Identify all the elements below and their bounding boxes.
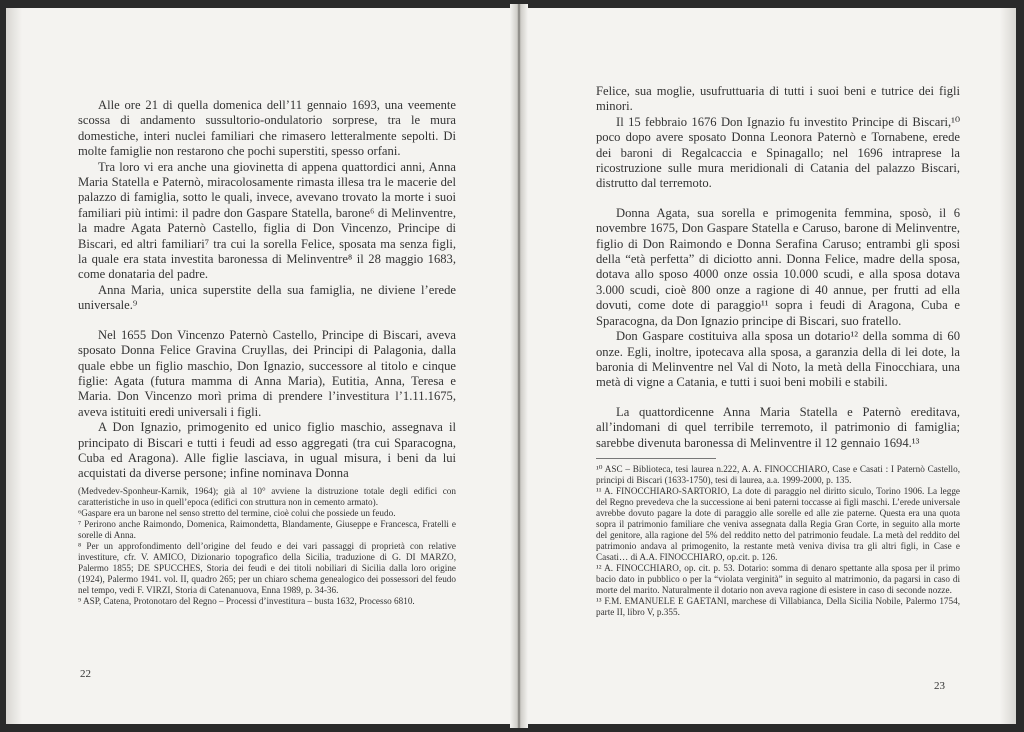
- paragraph: Tra loro vi era anche una giovinetta di appena quattordici anni, Anna Maria Statella e Paternò, miracolosamente rimasta illesa tra le macerie del palazzo di famiglia, sotto le quali, invece, avevano trovato la morte i suoi familiari più intimi: il padre don Gaspare Statella, barone⁶ di Melinventre, la madre Agata Paternò Castello, figlia di Don Vincenzo, Principe di Biscari, ed altri familiari⁷ tra cui la sorella Felice, sposata ma senza figli, la quale era stata investita baronessa di Melinventre⁸ il 28 maggio 1683, come donataria del padre.: [78, 159, 456, 282]
- paragraph: Anna Maria, unica superstite della sua famiglia, ne diviene l’erede universale.⁹: [78, 282, 456, 313]
- paragraph: Alle ore 21 di quella domenica dell’11 gennaio 1693, una veemente scossa di andamento sussultorio-ondulatorio sorprese, tra le mura domestiche, interi nuclei familiari che rimasero letteralmente sepolti. Di molte famiglie non restarono che pochi superstiti, spesso orfani.: [78, 98, 456, 159]
- footnote: ¹² A. FINOCCHIARO, op. cit. p. 53. Dotario: somma di denaro spettante alla sposa per il primo bacio dato in pubblico o per la “violata verginità” in seguito al matrimonio, da pagarsi in caso di morte del marito. Naturalmente il dotario non aveva ragione di esistere in caso di seconde nozze.: [596, 563, 960, 595]
- right-footnotes: [596, 464, 960, 618]
- left-page-edge: [6, 8, 22, 724]
- right-page: [522, 8, 1016, 724]
- right-page-edge: [1000, 8, 1016, 724]
- left-footnotes: [78, 486, 456, 607]
- right-main-text: [596, 84, 960, 451]
- paragraph: A Don Ignazio, primogenito ed unico figlio maschio, assegnava il principato di Biscari e tutti i feudi ad esso aggregati (tra cui Sparacogna, Cuba ed Aragona). Alle figlie lasciava, in ugual misura, i beni da lui acquistati da diverse persone; infine nominava Donna: [78, 420, 456, 481]
- paragraph: Felice, sua moglie, usufruttuaria di tutti i suoi beni e tutrice dei figli minori.: [596, 84, 960, 114]
- footnote: ⁷ Perirono anche Raimondo, Domenica, Raimondetta, Blandamente, Giuseppe e Francesca, Fratelli e sorelle di Anna.: [78, 519, 456, 540]
- paragraph: La quattordicenne Anna Maria Statella e Paternò ereditava, all’indomani di quel terribile terremoto, il patrimonio di famiglia; sarebbe divenuta baronessa di Melinventre il 12 gennaio 1694.¹³: [596, 404, 960, 450]
- footnote: ¹⁰ ASC – Biblioteca, tesi laurea n.222, A. A. FINOCCHIARO, Case e Casati : I Paternò Castello, principi di Biscari (1633-1750), tesi di laurea, a.a. 1999-2000, p. 135.: [596, 464, 960, 485]
- paragraph: Nel 1655 Don Vincenzo Paternò Castello, Principe di Biscari, aveva sposato Donna Felice Gravina Cruyllas, dei Principi di Palagonia, dalla quale ebbe un figlio maschio, Don Ignazio, successore al titolo e cinque figlie: Agata (futura mamma di Anna Maria), Eutitia, Anna, Teresa e Maria. Don Vincenzo morì prima di prendere l’investitura l’1.11.1675, aveva istituiti eredi universali i figli.: [78, 327, 456, 419]
- left-page: [6, 8, 516, 724]
- footnote-rule: [596, 458, 716, 459]
- footnote: ⁶Gaspare era un barone nel senso stretto del termine, cioè colui che possiede un feudo.: [78, 508, 396, 518]
- left-main-text: [78, 98, 456, 482]
- page-number: 23: [934, 680, 945, 692]
- footnote: ¹³ F.M. EMANUELE E GAETANI, marchese di Villabianca, Della Sicilia Nobile, Palermo 1754, parte II, libro V, p.355.: [596, 596, 960, 617]
- footnote: ¹¹ A. FINOCCHIARO-SARTORIO, La dote di paraggio nel diritto siculo, Torino 1906. La legge del Regno prevedeva che la successione ai beni paterni toccasse ai figli maschi. L’erede universale avrebbe dovuto pagare la dote di paraggio alle sorelle ed alle zie paterne. Questa era una quota sopra il patrimonio familiare che veniva assegnata dalla Regia Gran Corte, in seguito alla morte del genitore, alla ragione del 5% del reddito netto del patrimonio feudale. La metà del reddito del patrimonio andava al primogenito, la restante metà veniva divisa tra gli altri figli, in Case e Casati… di A.A. FINOCCHIARO, op.cit. p. 126.: [596, 486, 960, 562]
- paragraph: Donna Agata, sua sorella e primogenita femmina, sposò, il 6 novembre 1675, Don Gaspare Statella e Caruso, barone di Melinventre, figlio di Don Raimondo e Donna Serafina Caruso; entrambi gli sposi della “età perfetta” di diciotto anni. Donna Felice, madre della sposa, dotava allo sposo 4000 onze ossia 10.000 scudi, e alla sposa dotava 3.000 scudi, cioè 800 onze a ragione di 40 annue, per frutti ad ella dovuti, come dote di paraggio¹¹ sopra i feudi di Aragona, Cuba e Sparacogna, da Don Ignazio principe di Biscari, suo fratello.: [596, 205, 960, 328]
- footnote: (Medvedev-Sponheur-Karnik, 1964); già al 10° avviene la distruzione totale degli edifici con caratteristiche in uso in quell’epoca (edifici con struttura non in cemento armato).: [78, 486, 456, 507]
- footnote: ⁸ Per un approfondimento dell’origine del feudo e dei vari passaggi di proprietà con relative investiture, cfr. V. AMICO, Dizionario topografico della Sicilia, traduzione di G. DI MARZO, Palermo 1855; DE SPUCCHES, Storia dei feudi e dei titoli nobiliari di Sicilia dalla loro origine (1924), Palermo 1941. vol. II, quadro 265; per un chiaro schema genealogico dei possessori del feudo nel tempo, vedi F. VIRZI, Storia di Catenanuova, Enna 1989, p. 34-36.: [78, 541, 456, 595]
- paragraph: Don Gaspare costituiva alla sposa un dotario¹² della somma di 60 onze. Egli, inoltre, ipotecava alla sposa, a garanzia della di lei dote, la baronia di Melinventre nel Val di Noto, la metà della Finocchiara, una metà di vigne a Catania, e tutti i suoi beni mobili e stabili.: [596, 329, 960, 390]
- footnote: ⁹ ASP, Catena, Protonotaro del Regno – Processi d’investitura – busta 1632, Processo 6810.: [78, 596, 415, 606]
- page-number: 22: [80, 668, 91, 680]
- paragraph: Il 15 febbraio 1676 Don Ignazio fu investito Principe di Biscari,¹⁰ poco dopo avere sposato Donna Leonora Paternò e Tornabene, erede dei baroni di Regalcaccia e Spinagallo; nel 1696 intraprese la ricostruzione sulle mura meridionali di Catania del palazzo Biscari, distrutto dal terremoto.: [596, 114, 960, 191]
- book-spine: [510, 4, 528, 728]
